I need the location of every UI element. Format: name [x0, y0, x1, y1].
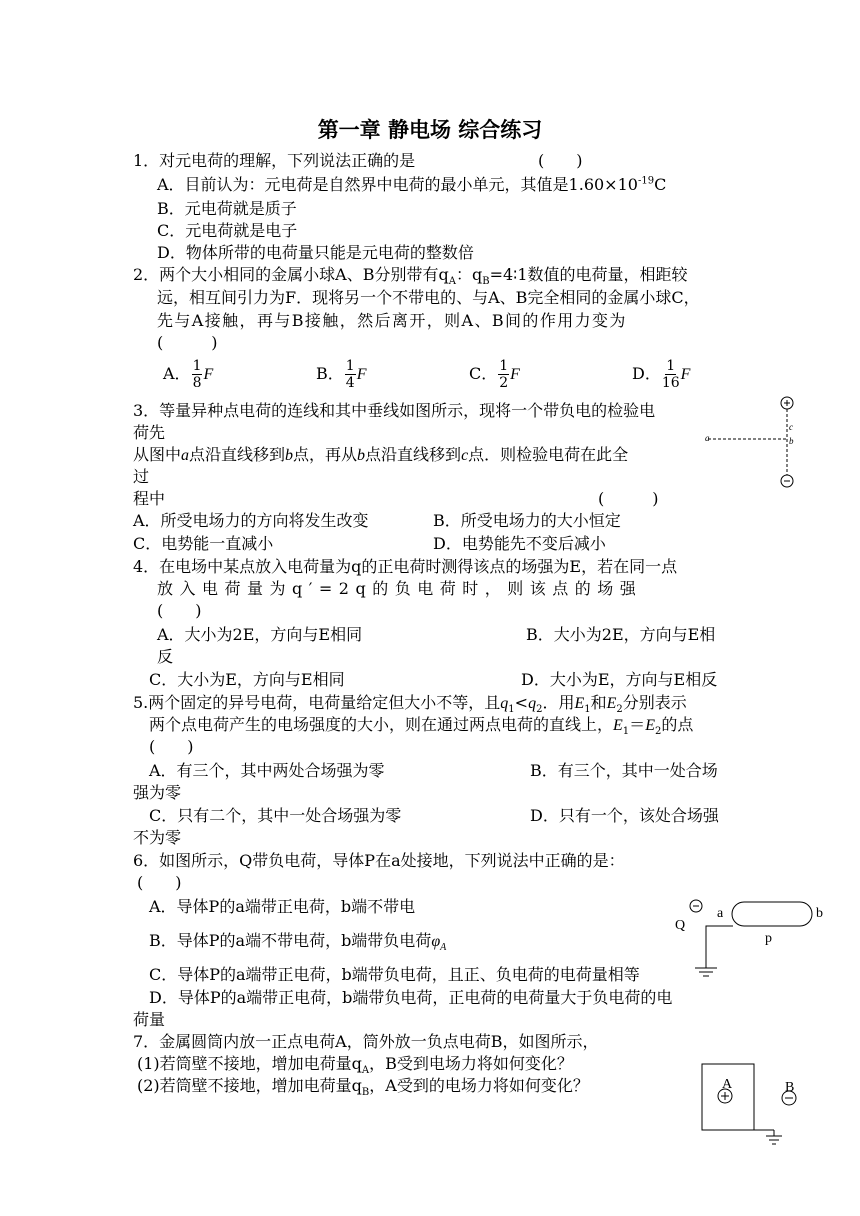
q2-option-c: C． $\frac{1}{2}$ F: [469, 358, 520, 391]
q1-option-b: B．元电荷就是质子: [157, 199, 297, 218]
q2-line-2: 远，相互间引力为F．现将另一个不带电的、与A、B完全相同的金属小球C，: [157, 288, 700, 307]
q4-option-b: B．大小为2E，方向与E相: [526, 625, 716, 644]
q3-figure: [700, 392, 810, 492]
q4-line-3: ( ): [157, 601, 202, 620]
q5-line-1: 5.两个固定的异号电荷，电荷量给定但大小不等，且$q_1<q_2$．用$E_1$和$E_2$分别表示: [133, 693, 687, 716]
q6-figure: [670, 896, 840, 982]
q5-option-b: B．有三个，其中一处合场: [530, 761, 718, 780]
q5-option-d-cont: 不为零: [133, 828, 182, 847]
q4-line-2: 放入电荷量为q′=2q的负电荷时，则该点的场强: [157, 579, 643, 598]
q4-option-a: A．大小为2E，方向与E相同: [157, 625, 363, 644]
q3-option-c: C．电势能一直减小: [133, 534, 274, 553]
q5-option-a: A．有三个，其中两处合场强为零: [149, 761, 385, 780]
q1-option-a: A．目前认为：元电荷是自然界中电荷的最小单元，其值是$1.60\times 10^{-19}C$: [157, 175, 667, 194]
q2-line-4: ( ): [157, 333, 218, 352]
q3-line-4: 过: [133, 467, 150, 486]
q3-figure-label-c: c: [789, 422, 793, 432]
q3-option-d: D．电势能先不变后减小: [433, 534, 606, 553]
q4-option-d: D．大小为E，方向与E相反: [521, 670, 718, 689]
q6-figure-label-a: a: [717, 906, 724, 921]
conductor-p: [732, 902, 812, 926]
q6-figure-label-p: p: [765, 931, 772, 946]
q7-line-1: 7．金属圆筒内放一正点电荷A，筒外放一负点电荷B，如图所示，: [133, 1032, 599, 1051]
negative-charge-icon: [781, 475, 793, 487]
q1-option-c: C．元电荷就是电子: [157, 221, 298, 240]
q4-line-1: 4．在电场中某点放入电荷量为q的正电荷时测得该点的场强为E，若在同一点: [133, 557, 678, 576]
q5-option-c: C．只有二个，其中一处合场强为零: [149, 806, 402, 825]
q3-line-5: 程中: [133, 489, 166, 508]
q6-figure-label-q: Q: [675, 918, 686, 933]
metal-cylinder: [702, 1064, 754, 1130]
page-title: 第一章 静电场 综合练习: [317, 118, 543, 142]
q3-option-b: B．所受电场力的大小恒定: [433, 511, 621, 530]
q3-answer-paren: ( ): [598, 489, 659, 508]
q3-figure-label-a: a: [705, 433, 710, 443]
positive-charge-icon: [781, 397, 793, 409]
q6-option-a: A．导体P的a端带正电荷，b端不带电: [149, 897, 416, 916]
ground-wire: [706, 926, 733, 968]
q6-line-2: ( ): [137, 873, 182, 892]
q3-figure-label-b: b: [789, 436, 794, 446]
q5-option-d: D．只有一个，该处合场强: [530, 806, 719, 825]
q5-line-2: 两个点电荷产生的电场强度的大小，则在通过两点电荷的直线上，$E_1=E_2$的点: [149, 715, 694, 738]
ground-icon: [766, 1136, 782, 1144]
q3-line-1: 3．等量异种点电荷的连线和其中垂线如图所示，现将一个带负电的检验电: [133, 401, 656, 420]
q2-line-3: 先与A接触，再与B接触，然后离开，则A、B间的作用力变为: [157, 311, 627, 330]
q1-answer-paren: ( ): [538, 151, 583, 170]
q6-option-d-cont: 荷量: [133, 1010, 166, 1029]
negative-charge-q-icon: [690, 900, 702, 912]
q7-sub-1: (1)若筒壁不接地，增加电荷量$q_A$，B受到电场力将如何变化？: [137, 1054, 573, 1077]
q2-option-d: D． $\frac{1}{16}$ F: [632, 358, 691, 391]
q1-option-d: D．物体所带的电荷量只能是元电荷的整数倍: [157, 243, 474, 262]
q5-option-b-cont: 强为零: [133, 783, 182, 802]
q2-line-1: 2．两个大小相同的金属小球A、B分别带有$q_A$：$q_B=4∶1$数值的电荷量，相距较: [133, 265, 688, 288]
q3-line-3: 从图中a点沿直线移到b点，再从b点沿直线移到c点．则检验电荷在此全: [133, 445, 629, 464]
q3-option-a: A．所受电场力的方向将发生改变: [133, 511, 369, 530]
q1-stem: 1．对元电荷的理解，下列说法正确的是: [133, 151, 416, 170]
q7-figure-label-b: B: [785, 1080, 795, 1095]
q4-option-c: C．大小为E，方向与E相同: [149, 670, 345, 689]
q5-line-3: ( ): [149, 737, 194, 756]
q6-option-c: C．导体P的a端带正电荷，b端带负电荷，且正、负电荷的电荷量相等: [149, 965, 640, 984]
q6-line-1: 6．如图所示，Q带负电荷，导体P在a处接地，下列说法中正确的是：: [133, 851, 625, 870]
q2-option-b: B． $\frac{1}{4}$ F: [316, 358, 367, 391]
q7-figure: [694, 1060, 814, 1150]
q6-figure-label-b: b: [816, 906, 823, 921]
ground-icon: [695, 968, 717, 976]
q4-option-b-cont: 反: [157, 647, 174, 666]
q2-option-a: A． $\frac{1}{8}$ F: [163, 358, 214, 391]
q6-option-b: B．导体P的a端不带电荷，b端带负电荷$\varphi_A$: [149, 931, 447, 954]
q3-line-2: 荷先: [133, 423, 166, 442]
q7-figure-label-a: A: [722, 1077, 733, 1092]
q6-option-d: D．导体P的a端带正电荷，b端带负电荷，正电荷的电荷量大于负电荷的电: [149, 988, 673, 1007]
q7-sub-2: (2)若筒壁不接地，增加电荷量$q_B$，A受到的电场力将如何变化？: [137, 1076, 589, 1099]
